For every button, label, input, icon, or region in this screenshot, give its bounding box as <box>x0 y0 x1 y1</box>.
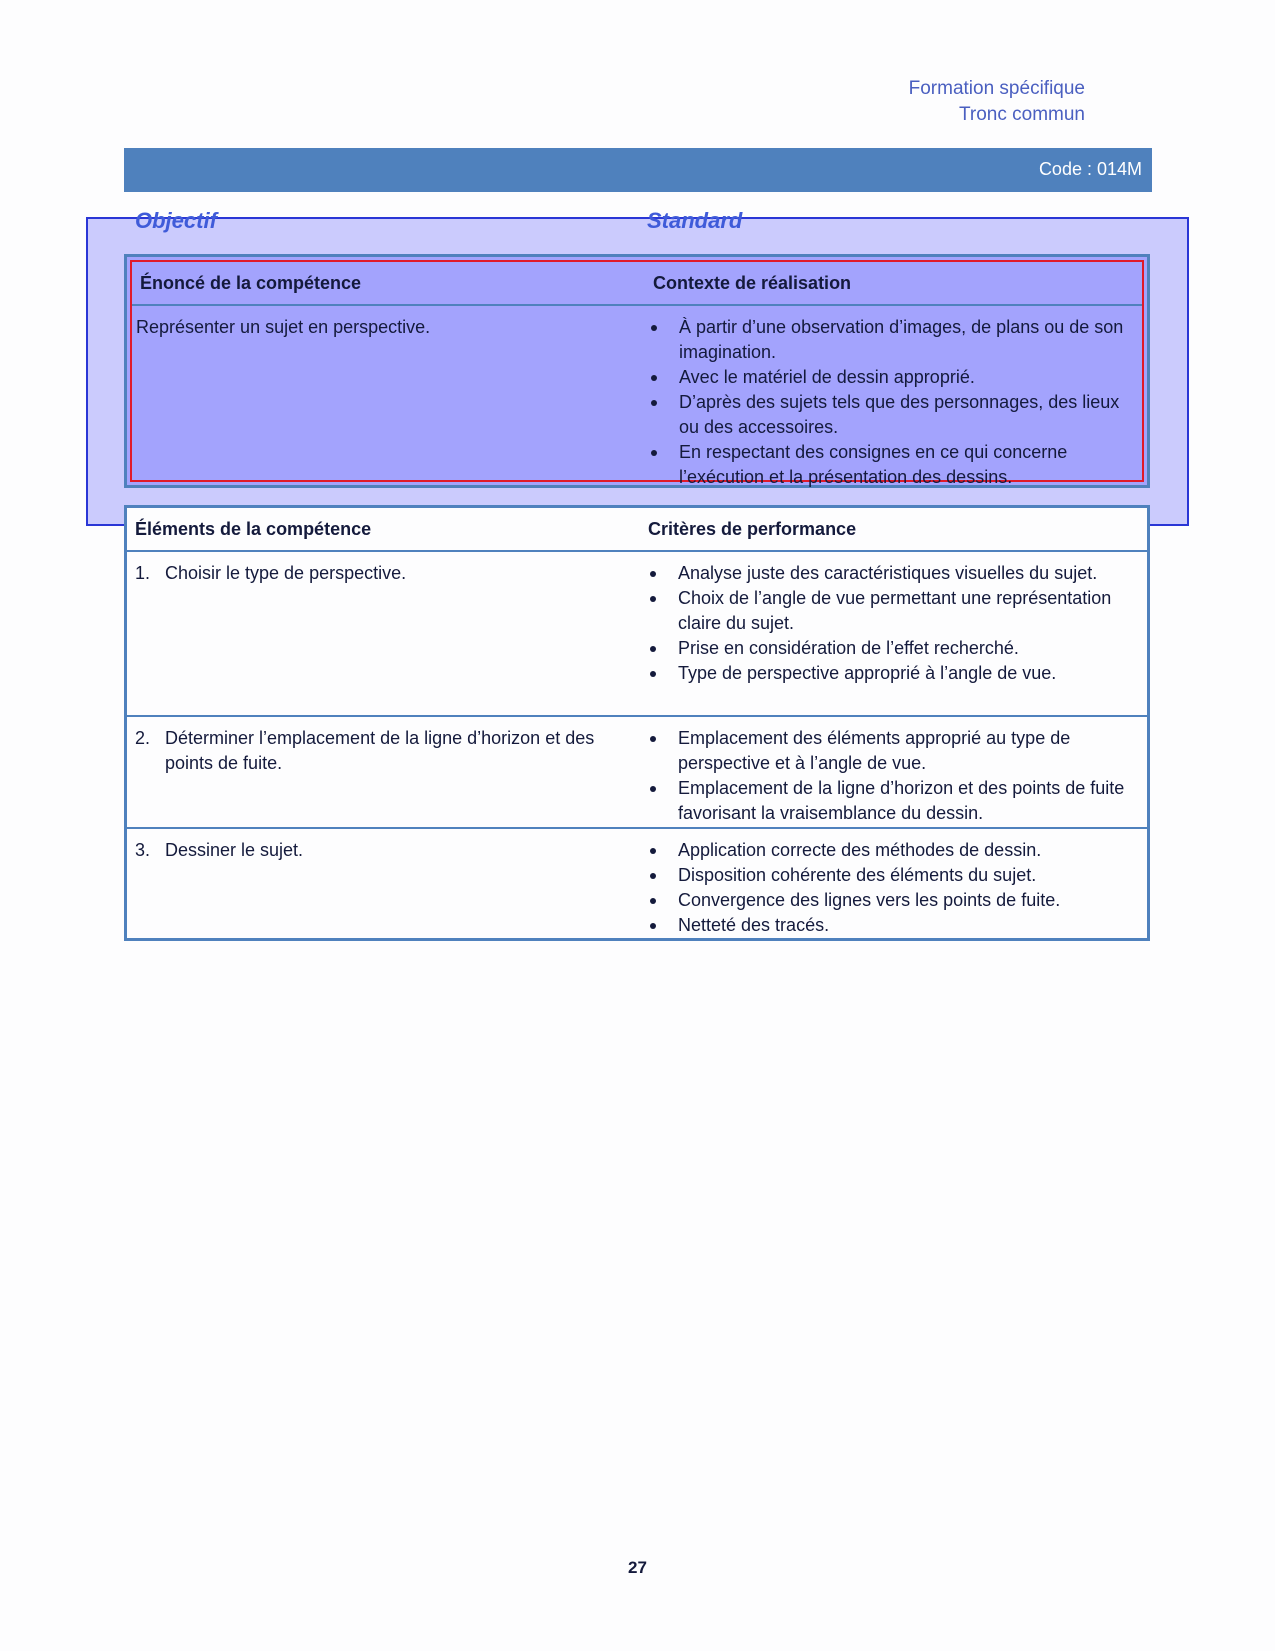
table-row <box>127 552 1147 717</box>
element-text: Déterminer l’emplacement de la ligne d’horizon et des points de fuite. <box>165 728 595 773</box>
contexte-header: Contexte de réalisation <box>653 273 852 293</box>
list-item: Disposition cohérente des éléments du sujet. <box>648 863 1133 888</box>
criteria-list <box>648 726 1133 826</box>
list-item: Type de perspective approprié à l’angle de vue. <box>648 661 1133 686</box>
standard-label: Standard <box>647 208 743 233</box>
module-code: Code : 014M <box>1038 159 1142 179</box>
list-item: D’après des sujets tels que des personnages, des lieux ou des accessoires. <box>649 390 1134 440</box>
list-item: Choix de l’angle de vue permettant une représentation claire du sujet. <box>648 586 1133 636</box>
program-track: Tronc commun <box>959 104 1085 125</box>
element-item <box>135 838 605 863</box>
element-number: 1. <box>135 563 151 583</box>
competence-table-frame <box>130 260 1144 487</box>
list-item: Analyse juste des caractéristiques visuelles du sujet. <box>648 561 1133 586</box>
element-item <box>135 726 605 776</box>
list-item: Emplacement de la ligne d’horizon et des points de fuite favorisant la vraisemblance du dessin. <box>648 776 1133 826</box>
list-item: Netteté des tracés. <box>648 913 1133 938</box>
enonce-text: Représenter un sujet en perspective. <box>136 317 431 337</box>
enonce-header: Énoncé de la compétence <box>140 273 362 293</box>
list-item: Emplacement des éléments approprié au type de perspective et à l’angle de vue. <box>648 726 1133 776</box>
list-item: À partir d’une observation d’images, de plans ou de son imagination. <box>649 315 1134 365</box>
element-text: Dessiner le sujet. <box>165 840 304 860</box>
elements-table <box>124 505 1150 941</box>
document-header <box>909 76 1085 128</box>
elements-table-header <box>127 508 1147 552</box>
table-row <box>127 717 1147 829</box>
criteria-list <box>648 838 1133 938</box>
element-item <box>135 561 605 586</box>
code-bar <box>124 148 1152 192</box>
list-item: En respectant des consignes en ce qui concerne l’exécution et la présentation des dessins. <box>649 440 1134 490</box>
list-item: Prise en considération de l’effet recherché. <box>648 636 1133 661</box>
elements-header: Éléments de la compétence <box>135 519 372 539</box>
list-item: Avec le matériel de dessin approprié. <box>649 365 1134 390</box>
contexte-list <box>649 315 1134 490</box>
criteria-list <box>648 561 1133 686</box>
table-row <box>127 829 1147 941</box>
competence-row <box>132 306 1142 486</box>
objectif-label: Objectif <box>135 208 217 233</box>
page-number: 27 <box>628 1558 647 1577</box>
competence-table-header <box>132 262 1142 306</box>
list-item: Application correcte des méthodes de dessin. <box>648 838 1133 863</box>
element-number: 2. <box>135 728 151 748</box>
list-item: Convergence des lignes vers les points de fuite. <box>648 888 1133 913</box>
criteria-header: Critères de performance <box>648 519 857 539</box>
element-text: Choisir le type de perspective. <box>165 563 407 583</box>
element-number: 3. <box>135 840 151 860</box>
competence-table <box>124 254 1150 488</box>
program-type: Formation spécifique <box>908 78 1085 99</box>
